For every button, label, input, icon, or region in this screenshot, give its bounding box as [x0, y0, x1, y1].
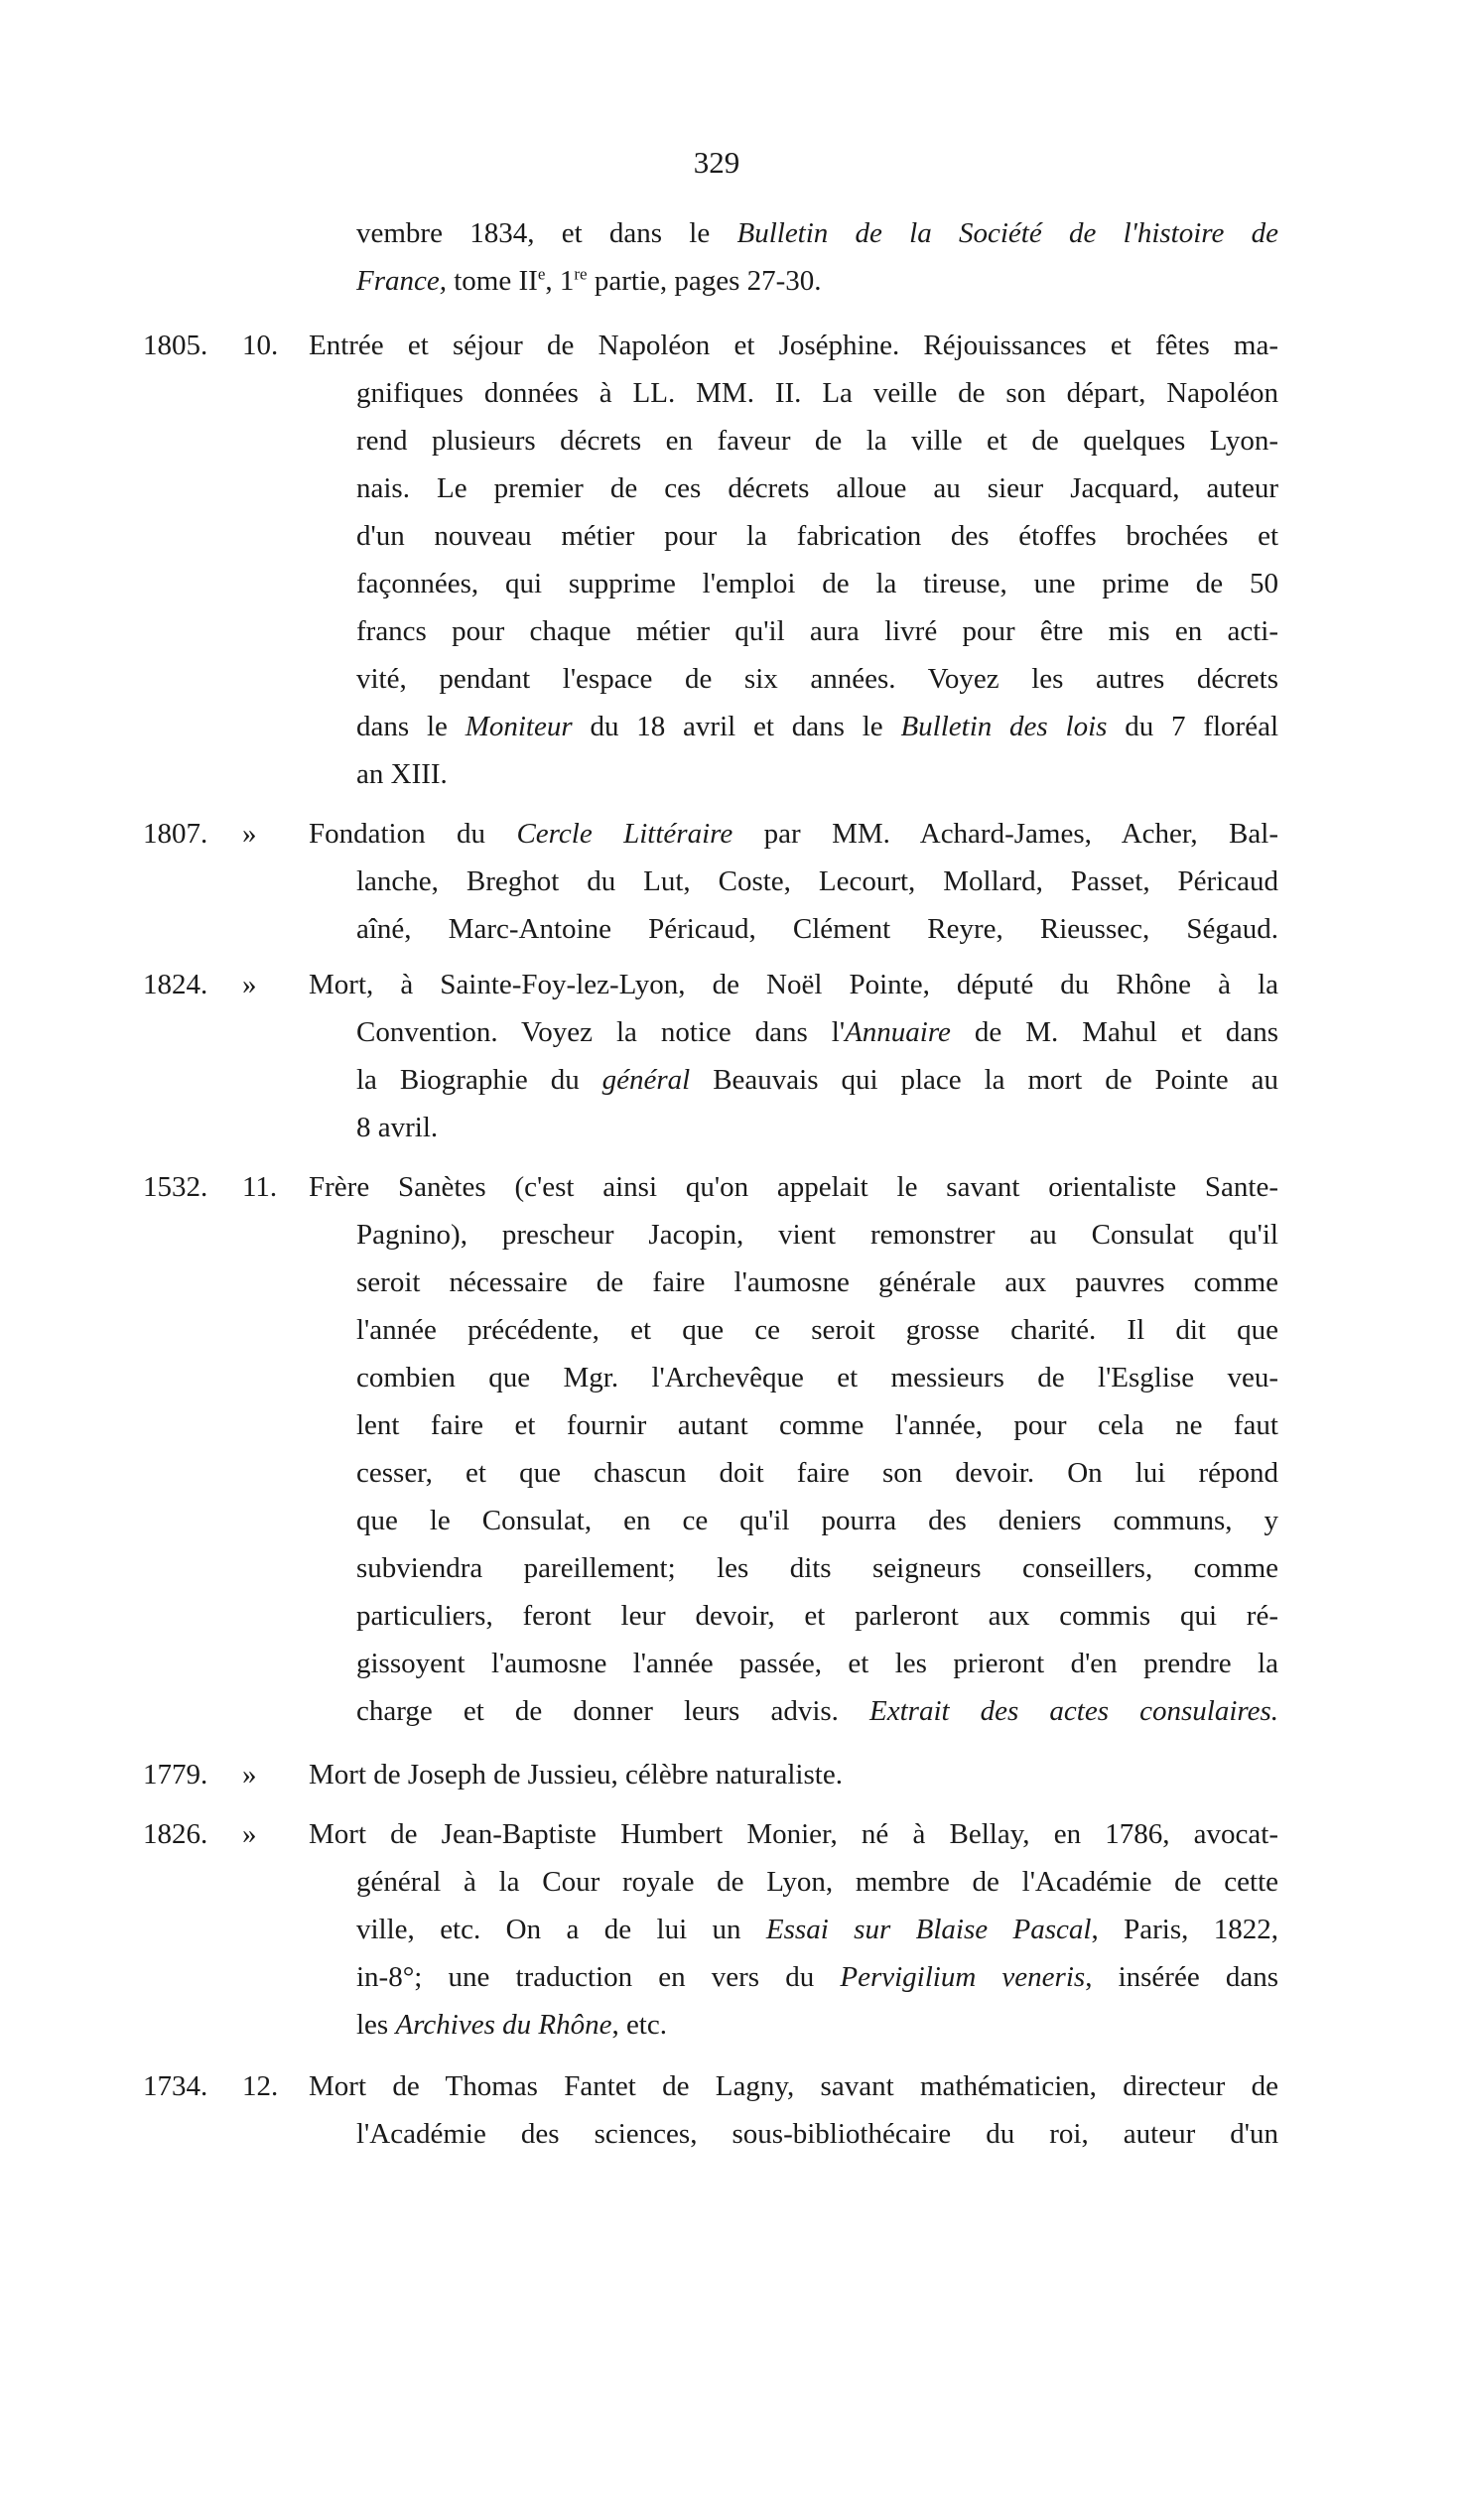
text-segment: du 18 avril et dans le	[572, 711, 901, 742]
entry-day: 11.	[242, 1171, 278, 1203]
text-segment: Beauvais qui place la mort de Pointe au	[690, 1064, 1278, 1096]
text-line	[356, 2001, 1278, 2049]
text-segment: tome II	[447, 265, 538, 297]
text-segment: Frère Sanètes (c'est ainsi qu'on appelait le savant orientaliste Sante-	[309, 1171, 1278, 1203]
text-segment: , insérée dans	[1085, 1961, 1278, 1993]
text-line	[309, 2062, 1278, 2110]
entry-year: 1779.	[143, 1759, 208, 1791]
text-line	[356, 1953, 1278, 2001]
text-line	[356, 1687, 1278, 1735]
text-line	[356, 1104, 1278, 1151]
text-segment: l'année précédente, et que ce seroit grosse charité. Il dit que	[356, 1314, 1278, 1346]
text-segment: façonnées, qui supprime l'emploi de la tireuse, une prime de 50	[356, 568, 1278, 599]
text-segment: seroit nécessaire de faire l'aumosne générale aux pauvres comme	[356, 1266, 1278, 1298]
text-segment: aîné, Marc-Antoine Péricaud, Clément Reyre, Rieussec, Ségaud.	[356, 913, 1278, 945]
text-line	[356, 1640, 1278, 1687]
text-segment: Pagnino), prescheur Jacopin, vient remonstrer au Consulat qu'il	[356, 1219, 1278, 1251]
text-segment: vembre 1834, et dans le	[356, 217, 737, 249]
italic-text: Essai sur Blaise Pascal	[765, 1914, 1092, 1945]
text-segment: partie, pages 27-30.	[587, 265, 822, 297]
text-segment: rend plusieurs décrets en faveur de la ville et de quelques Lyon-	[356, 425, 1278, 457]
text-segment: que le Consulat, en ce qu'il pourra des deniers communs, y	[356, 1505, 1278, 1536]
entry-day: »	[242, 1759, 257, 1791]
superscript: e	[537, 264, 546, 284]
text-line	[356, 905, 1278, 953]
text-line	[356, 655, 1278, 703]
text-segment: Mort de Jean-Baptiste Humbert Monier, né à Bellay, en 1786, avocat-	[309, 1818, 1278, 1850]
text-line	[356, 560, 1278, 607]
text-line	[356, 1259, 1278, 1306]
text-line	[356, 1906, 1278, 1953]
italic-text: Bulletin de la Société de l'histoire de	[736, 217, 1278, 249]
text-segment: gnifiques données à LL. MM. II. La veille de son départ, Napoléon	[356, 377, 1278, 409]
text-segment: , Paris, 1822,	[1091, 1914, 1278, 1945]
text-segment: Mort de Joseph de Jussieu, célèbre naturaliste.	[309, 1759, 843, 1791]
text-line	[356, 1592, 1278, 1640]
text-segment: vité, pendant l'espace de six années. Voyez les autres décrets	[356, 663, 1278, 695]
page-number: 329	[693, 145, 740, 180]
text-line	[356, 2110, 1278, 2158]
text-line	[356, 417, 1278, 464]
entry-year: 1826.	[143, 1818, 208, 1850]
text-line	[356, 257, 1278, 305]
text-segment: par MM. Achard-James, Acher, Bal-	[732, 818, 1278, 850]
italic-text: Bulletin des lois	[900, 711, 1108, 742]
text-line	[356, 1008, 1278, 1056]
text-segment: subviendra pareillement; les dits seigneurs conseillers, comme	[356, 1552, 1278, 1584]
italic-text: Moniteur	[465, 711, 573, 742]
entry-day: 10.	[242, 330, 279, 361]
text-line	[309, 1163, 1278, 1211]
text-segment: dans le	[356, 711, 466, 742]
text-segment: francs pour chaque métier qu'il aura livré pour être mis en acti-	[356, 615, 1278, 647]
entry-year: 1807.	[143, 818, 208, 850]
italic-text: Archives du Rhône	[395, 2009, 612, 2041]
text-segment: lanche, Breghot du Lut, Coste, Lecourt, Mollard, Passet, Péricaud	[356, 865, 1278, 897]
text-segment: l'Académie des sciences, sous-bibliothécaire du roi, auteur d'un	[356, 2118, 1278, 2150]
text-line	[356, 607, 1278, 655]
text-line	[309, 322, 1278, 369]
italic-text: Annuaire	[845, 1016, 951, 1048]
text-segment: cesser, et que chascun doit faire son devoir. On lui répond	[356, 1457, 1278, 1489]
italic-text: Cercle Littéraire	[516, 818, 733, 850]
text-segment: Entrée et séjour de Napoléon et Joséphine. Réjouissances et fêtes ma-	[309, 330, 1278, 361]
text-line	[356, 464, 1278, 512]
text-line	[356, 1306, 1278, 1354]
text-segment: les	[356, 2009, 396, 2041]
text-line	[356, 1354, 1278, 1401]
text-line	[309, 810, 1278, 858]
text-line	[356, 1211, 1278, 1259]
text-line	[356, 1449, 1278, 1497]
text-segment: du 7 floréal	[1107, 711, 1279, 742]
superscript: re	[574, 264, 588, 284]
entry-year: 1824.	[143, 969, 208, 1000]
text-segment: , 1	[545, 265, 575, 297]
text-segment: 8 avril.	[356, 1112, 439, 1143]
text-segment: particuliers, feront leur devoir, et parleront aux commis qui ré-	[356, 1600, 1278, 1632]
text-line	[356, 1497, 1278, 1544]
text-line	[309, 1751, 1278, 1798]
text-segment: charge et de donner leurs advis.	[356, 1695, 870, 1727]
text-segment: an XIII.	[356, 758, 448, 790]
entry-year: 1734.	[143, 2070, 208, 2102]
text-line	[356, 369, 1278, 417]
text-line	[356, 512, 1278, 560]
text-line	[309, 1810, 1278, 1858]
entry-year: 1532.	[143, 1171, 208, 1203]
text-line	[356, 703, 1278, 750]
text-segment: d'un nouveau métier pour la fabrication des étoffes brochées et	[356, 520, 1278, 552]
text-line	[356, 1544, 1278, 1592]
text-segment: lent faire et fournir autant comme l'année, pour cela ne faut	[356, 1409, 1278, 1441]
text-line	[309, 961, 1278, 1008]
entry-day: »	[242, 969, 257, 1000]
entry-day: »	[242, 1818, 257, 1850]
italic-text: Extrait des actes consulaires.	[869, 1695, 1278, 1727]
entry-day: 12.	[242, 2070, 279, 2102]
text-segment: Mort, à Sainte-Foy-lez-Lyon, de Noël Pointe, député du Rhône à la	[309, 969, 1278, 1000]
text-segment: in-8°; une traduction en vers du	[356, 1961, 841, 1993]
text-line	[356, 1858, 1278, 1906]
italic-text: général	[601, 1064, 691, 1096]
text-segment: Mort de Thomas Fantet de Lagny, savant mathématicien, directeur de	[309, 2070, 1278, 2102]
text-line	[356, 1401, 1278, 1449]
italic-text: France,	[356, 265, 447, 297]
text-segment: combien que Mgr. l'Archevêque et messieurs de l'Esglise veu-	[356, 1362, 1278, 1393]
entry-year: 1805.	[143, 330, 208, 361]
text-segment: de M. Mahul et dans	[950, 1016, 1278, 1048]
text-segment: , etc.	[611, 2009, 667, 2041]
text-segment: Fondation du	[309, 818, 517, 850]
text-line	[356, 1056, 1278, 1104]
text-segment: nais. Le premier de ces décrets alloue au sieur Jacquard, auteur	[356, 472, 1278, 504]
text-segment: la Biographie du	[356, 1064, 602, 1096]
text-line	[356, 750, 1278, 798]
text-segment: ville, etc. On a de lui un	[356, 1914, 766, 1945]
text-segment: Convention. Voyez la notice dans l'	[356, 1016, 846, 1048]
text-segment: gissoyent l'aumosne l'année passée, et les prieront d'en prendre la	[356, 1648, 1278, 1679]
text-line	[356, 858, 1278, 905]
italic-text: Pervigilium veneris	[840, 1961, 1086, 1993]
text-segment: général à la Cour royale de Lyon, membre de l'Académie de cette	[356, 1866, 1278, 1898]
entry-day: »	[242, 818, 257, 850]
text-line	[356, 209, 1278, 257]
